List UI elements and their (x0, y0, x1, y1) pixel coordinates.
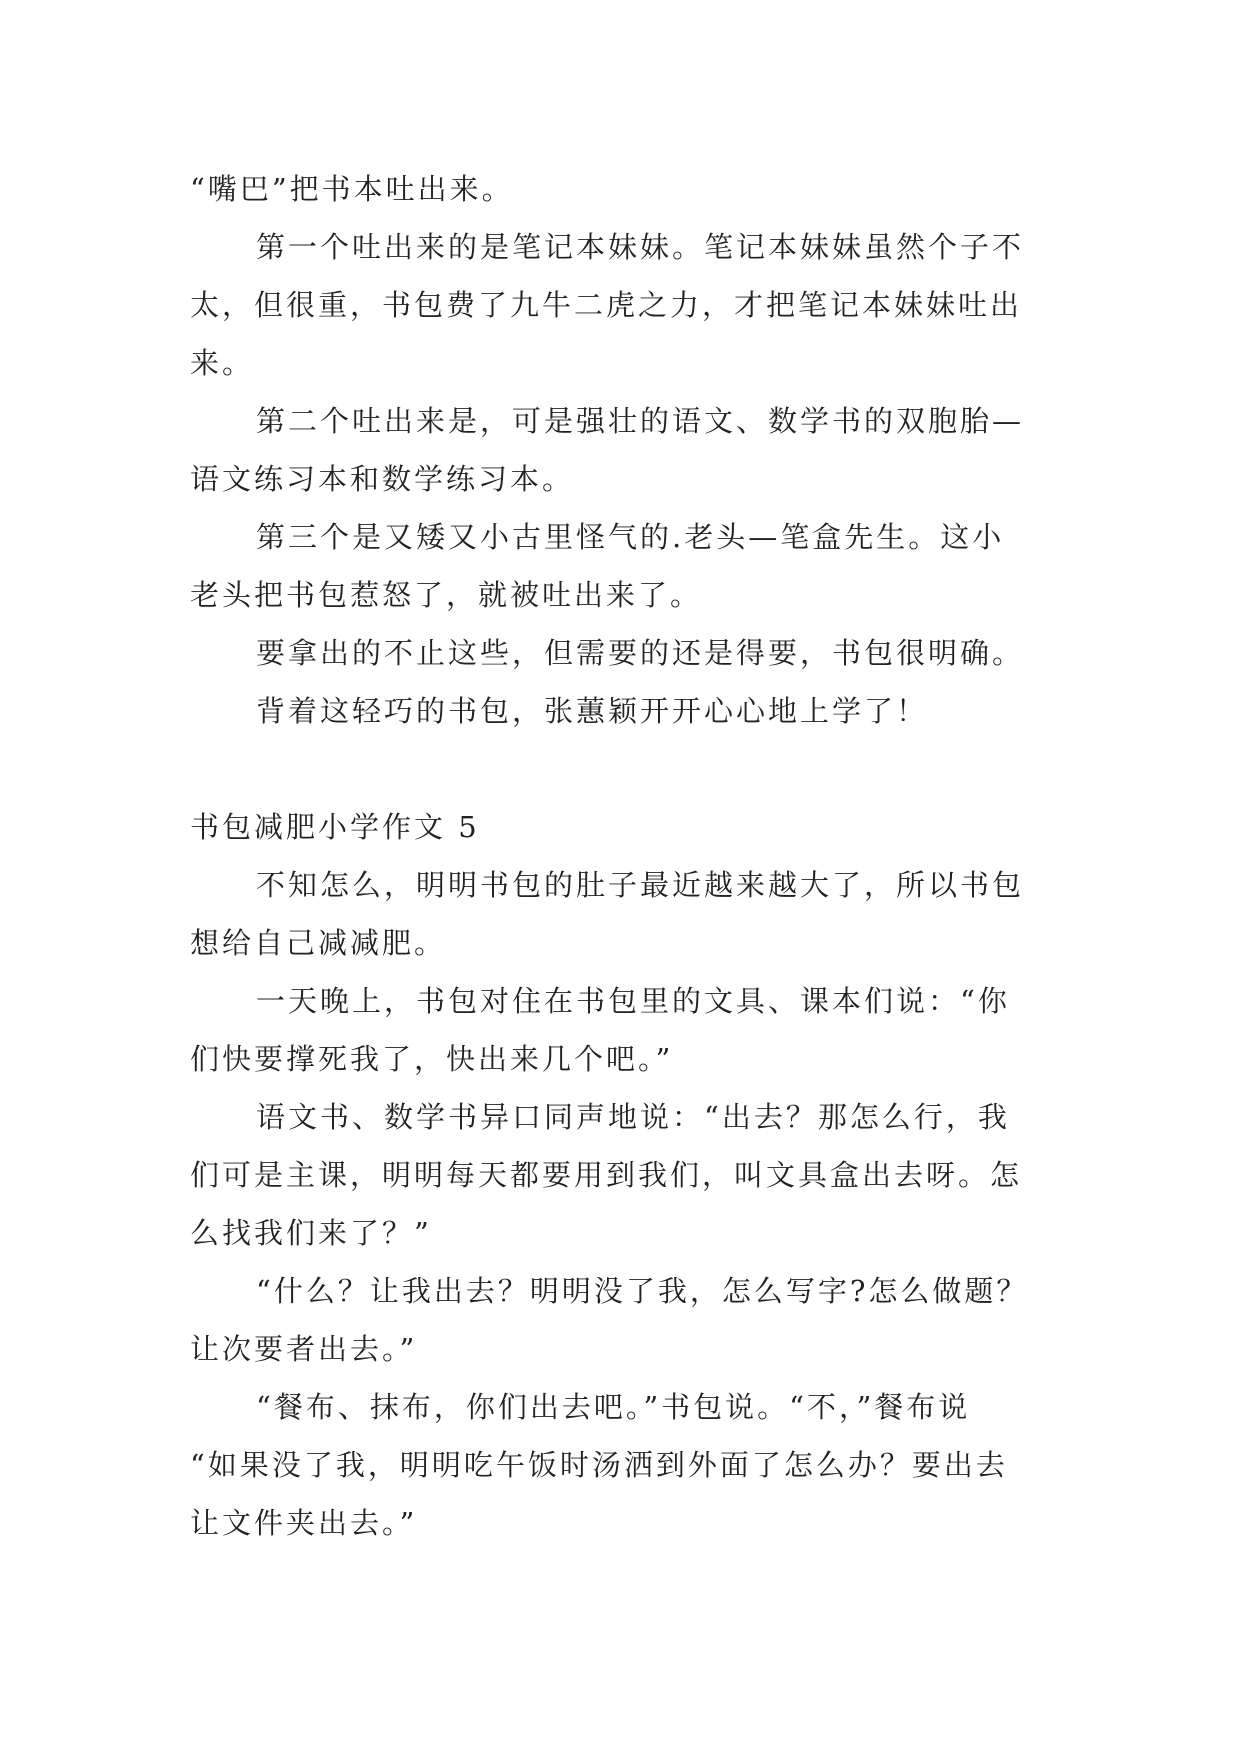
section-gap (190, 740, 1070, 798)
paragraph-line: 一天晚上，书包对住在书包里的文具、课本们说：“你 (256, 984, 1010, 1018)
paragraph-line: 们可是主课，明明每天都要用到我们，叫文具盒出去呀。怎 (190, 1158, 1023, 1192)
paragraph-line: “如果没了我，明明吃午饭时汤洒到外面了怎么办？要出去 (190, 1448, 1008, 1482)
paragraph-line: 太，但很重，书包费了九牛二虎之力，才把笔记本妹妹吐出 (190, 288, 1023, 322)
paragraph-line: 语文练习本和数学练习本。 (190, 462, 575, 496)
paragraph-line: 第一个吐出来的是笔记本妹妹。笔记本妹妹虽然个子不 (256, 230, 1025, 264)
paragraph-line: 么找我们来了？” (190, 1216, 432, 1250)
paragraph-line: 让文件夹出去。” (190, 1506, 418, 1540)
paragraph-line: 要拿出的不止这些，但需要的还是得要，书包很明确。 (256, 636, 1025, 670)
paragraph-line: 语文书、数学书异口同声地说：“出去？那怎么行，我 (256, 1100, 1010, 1134)
paragraph-line: 来。 (190, 346, 255, 380)
paragraph-line: 想给自己减减肥。 (190, 926, 447, 960)
paragraph-line: 第二个吐出来是，可是强壮的语文、数学书的双胞胎— (256, 404, 1025, 438)
paragraph-line: 第三个是又矮又小古里怪气的.老头—笔盒先生。这小 (256, 520, 1005, 554)
paragraph-line: 不知怎么，明明书包的肚子最近越来越大了，所以书包 (256, 868, 1025, 902)
paragraph-line: “什么？让我出去？明明没了我，怎么写字?怎么做题？ (256, 1274, 1029, 1308)
paragraph-line: 让次要者出去。” (190, 1332, 418, 1366)
paragraph-line: 背着这轻巧的书包，张蕙颖开开心心地上学了！ (256, 694, 929, 728)
paragraph-line: 老头把书包惹怒了，就被吐出来了。 (190, 578, 703, 612)
section-title: 书包减肥小学作文 5 (190, 810, 480, 844)
essay-text (190, 160, 1070, 1552)
paragraph-line: “餐布、抹布，你们出去吧。”书包说。“不，”餐布说 (256, 1390, 971, 1424)
paragraph-line: 们快要撑死我了，快出来几个吧。” (190, 1042, 674, 1076)
paragraph-line: “嘴巴”把书本吐出来。 (190, 172, 514, 206)
